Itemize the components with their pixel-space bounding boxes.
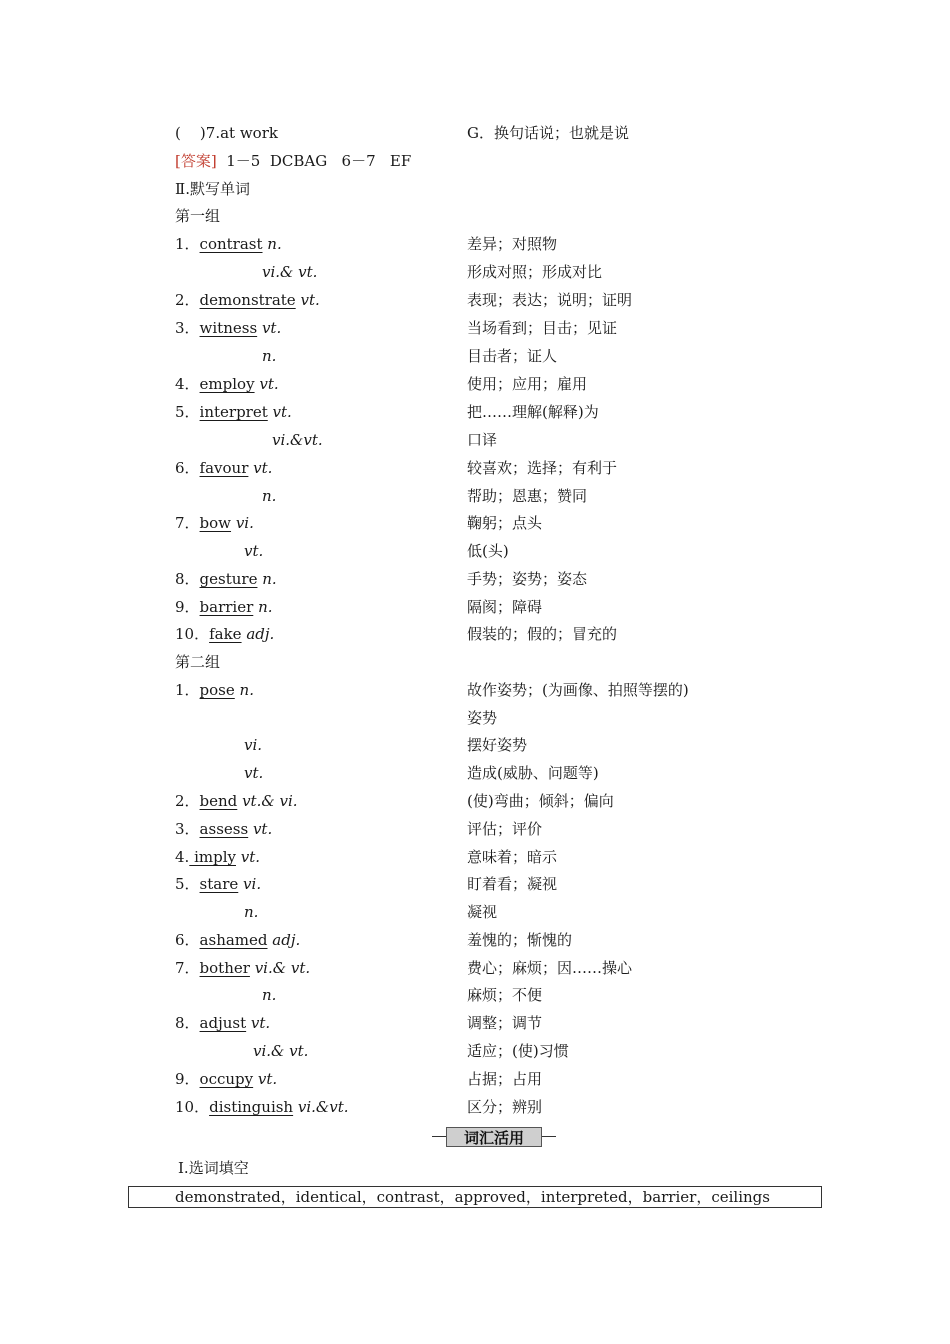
- vocab-word: demonstrate: [199, 291, 296, 309]
- vocab-pos: vi.&vt.: [272, 431, 323, 449]
- vocab-meaning: 表现；表达；说明；证明: [467, 291, 633, 309]
- vocab-entry: 3．assess vt.: [175, 820, 273, 838]
- vocab-pos: vt.: [244, 764, 264, 782]
- vocab-word: imply: [189, 848, 236, 866]
- vocab-word: bend: [199, 792, 238, 810]
- vocab-meaning: 调整；调节: [467, 1014, 543, 1032]
- vocab-meaning: 故作姿势；(为画像、拍照等摆的): [467, 681, 689, 699]
- vocab-meaning: 差异；对照物: [467, 235, 558, 253]
- exercise-title: Ⅰ.选词填空: [178, 1159, 249, 1177]
- vocab-entry: 5．stare vi.: [175, 875, 262, 893]
- vocab-entry: 4．employ vt.: [175, 375, 279, 393]
- vocab-meaning: 低(头): [467, 542, 509, 560]
- vocab-entry: 1．contrast n.: [175, 235, 282, 253]
- vocab-meaning: 隔阂；障碍: [467, 598, 543, 616]
- vocab-meaning: 目击者；证人: [467, 347, 558, 365]
- vocab-pos: vi.& vt.: [262, 263, 318, 281]
- vocab-meaning: (使)弯曲；倾斜；偏向: [467, 792, 614, 810]
- vocab-entry: 9．barrier n.: [175, 598, 273, 616]
- vocab-meaning: 麻烦；不便: [467, 986, 543, 1004]
- vocab-word: interpret: [199, 403, 268, 421]
- vocab-meaning: 意味着；暗示: [467, 848, 558, 866]
- group-2-title: 第二组: [175, 653, 221, 671]
- vocab-meaning: 把……理解(解释)为: [467, 403, 599, 421]
- group-1-title: 第一组: [175, 207, 221, 225]
- vocab-word: adjust: [199, 1014, 247, 1032]
- vocab-meaning: 当场看到；目击；见证: [467, 319, 618, 337]
- vocab-word: bother: [199, 959, 250, 977]
- badge-rule-right: [542, 1136, 556, 1137]
- vocab-entry: 7．bow vi.: [175, 514, 254, 532]
- answer-line: [175, 151, 411, 171]
- vocab-word: ashamed: [199, 931, 268, 949]
- vocab-pos: vt.: [244, 542, 264, 560]
- vocab-word: pose: [199, 681, 235, 699]
- vocab-meaning: 手势；姿势；姿态: [467, 570, 588, 588]
- vocab-entry: 3．witness vt.: [175, 319, 282, 337]
- vocab-meaning: 使用；应用；雇用: [467, 375, 588, 393]
- vocab-meaning: 较喜欢；选择；有利于: [467, 459, 618, 477]
- vocab-meaning: 适应；(使)习惯: [467, 1042, 569, 1060]
- vocab-meaning: 假装的；假的；冒充的: [467, 625, 618, 643]
- vocab-word: barrier: [199, 598, 254, 616]
- vocab-meaning: 造成(威胁、问题等): [467, 764, 599, 782]
- vocab-pos: n.: [262, 347, 277, 365]
- vocab-word: gesture: [199, 570, 258, 588]
- vocab-meaning: 区分；辨别: [467, 1098, 543, 1116]
- vocab-word: occupy: [199, 1070, 254, 1088]
- vocab-entry: 10．distinguish vi.&vt.: [175, 1098, 349, 1116]
- vocab-pos: n.: [262, 487, 277, 505]
- vocab-meaning: 盯着看；凝视: [467, 875, 558, 893]
- vocab-meaning: 姿势: [467, 709, 498, 727]
- section-2-title: Ⅱ.默写单词: [175, 180, 250, 198]
- section-badge-label: 词汇活用: [446, 1127, 542, 1147]
- vocab-word: employ: [199, 375, 255, 393]
- vocab-meaning: 鞠躬；点头: [467, 514, 543, 532]
- vocab-entry: 2．demonstrate vt.: [175, 291, 320, 309]
- vocab-word: witness: [199, 319, 258, 337]
- vocab-word: distinguish: [209, 1098, 294, 1116]
- vocab-pos: n.: [262, 986, 277, 1004]
- vocab-pos: vi.: [244, 736, 263, 754]
- vocab-entry: 6．ashamed adj.: [175, 931, 301, 949]
- vocab-entry: 2．bend vt.& vi.: [175, 792, 298, 810]
- vocab-entry: 6．favour vt.: [175, 459, 273, 477]
- vocab-meaning: 凝视: [467, 903, 498, 921]
- vocab-word: contrast: [199, 235, 263, 253]
- word-box: demonstrated，identical，contrast，approved，interpreted，barrier，ceilings: [128, 1186, 822, 1208]
- vocab-meaning: 形成对照；形成对比: [467, 263, 603, 281]
- vocab-meaning: 摆好姿势: [467, 736, 528, 754]
- vocab-meaning: 费心；麻烦；因……操心: [467, 959, 633, 977]
- vocab-entry: 7．bother vi.& vt.: [175, 959, 311, 977]
- vocab-word: stare: [199, 875, 239, 893]
- answer-tag: [答案]: [175, 152, 217, 170]
- vocab-pos: n.: [244, 903, 259, 921]
- vocab-meaning: 帮助；恩惠；赞同: [467, 487, 588, 505]
- vocab-entry: 5．interpret vt.: [175, 403, 292, 421]
- badge-rule-left: [432, 1136, 446, 1137]
- question-7: ( )7.at work: [175, 124, 278, 142]
- vocab-meaning: 羞愧的；惭愧的: [467, 931, 573, 949]
- vocab-word: assess: [199, 820, 249, 838]
- answer-text: 1－5 DCBAG 6－7 EF: [216, 152, 412, 170]
- vocab-word: bow: [199, 514, 232, 532]
- option-g: G．换句话说；也就是说: [467, 124, 629, 142]
- vocab-meaning: 占据；占用: [467, 1070, 543, 1088]
- vocab-pos: vi.& vt.: [253, 1042, 309, 1060]
- vocab-entry: 10．fake adj.: [175, 625, 275, 643]
- vocab-word: favour: [199, 459, 249, 477]
- section-badge: [432, 1126, 556, 1148]
- vocab-word: fake: [209, 625, 242, 643]
- vocab-entry: 8．gesture n.: [175, 570, 277, 588]
- vocab-entry: 8．adjust vt.: [175, 1014, 271, 1032]
- vocab-meaning: 口译: [467, 431, 498, 449]
- vocab-meaning: 评估；评价: [467, 820, 543, 838]
- vocab-entry: 4. imply vt.: [175, 848, 261, 866]
- vocab-entry: 9．occupy vt.: [175, 1070, 278, 1088]
- vocab-entry: 1．pose n.: [175, 681, 254, 699]
